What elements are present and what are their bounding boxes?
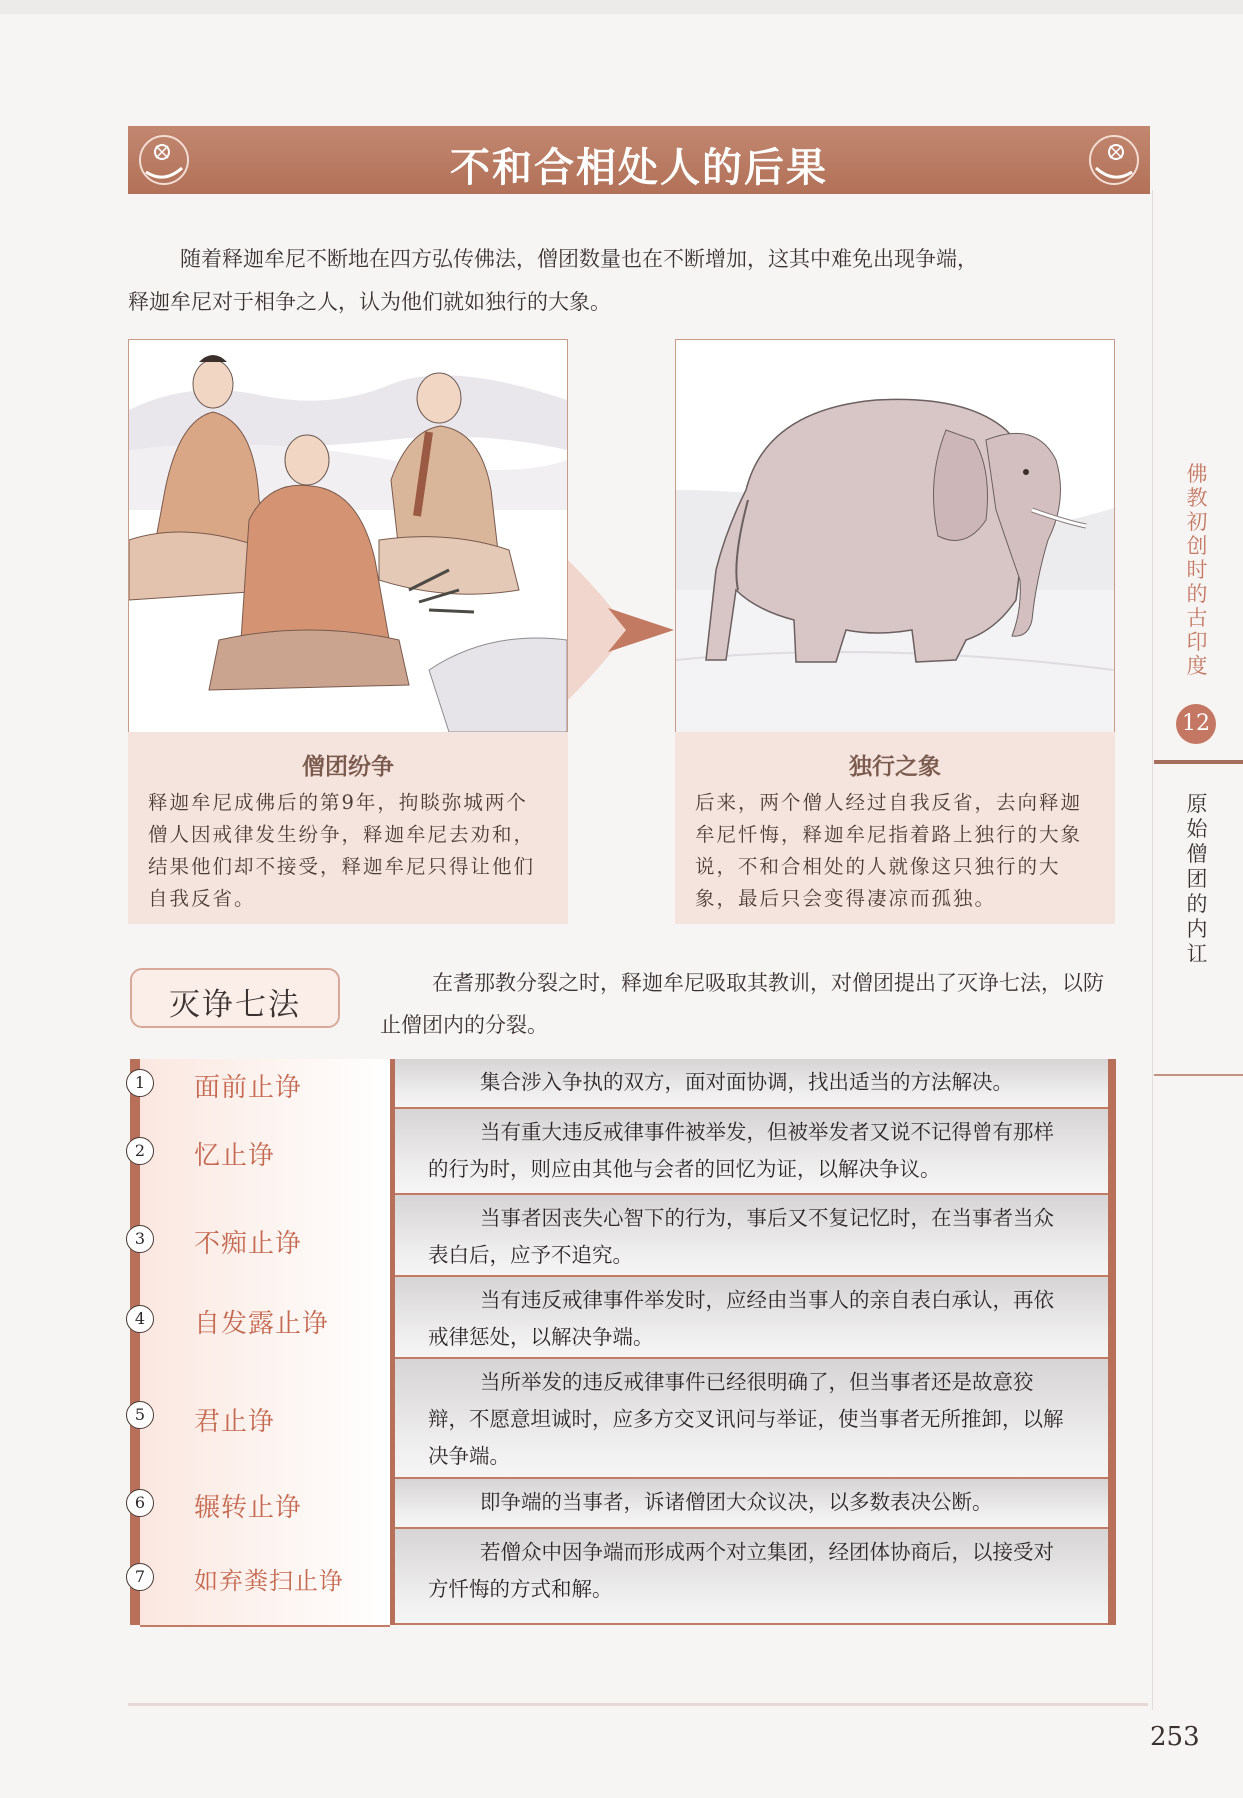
table-row — [134, 1479, 1108, 1529]
method-number: 7 — [126, 1563, 154, 1591]
margin-line — [1152, 190, 1153, 1710]
page-number: 253 — [1150, 1722, 1200, 1752]
table-row — [134, 1529, 1108, 1625]
method-name: 辗转止诤 — [194, 1493, 303, 1523]
title-bar — [128, 126, 1150, 194]
table-row — [134, 1109, 1108, 1195]
table-row — [134, 1359, 1108, 1479]
method-name: 自发露止诤 — [194, 1309, 330, 1339]
chapter-title: 佛教初创时的古印度 — [1186, 462, 1208, 678]
section-heading-box — [130, 968, 340, 1028]
chapter-number-badge: 12 — [1176, 704, 1216, 744]
method-number: 4 — [126, 1305, 154, 1333]
illustration-monks-dispute — [128, 339, 568, 733]
footer-divider — [128, 1703, 1148, 1706]
ornament-right-icon — [1086, 132, 1142, 188]
sidebar-divider-bottom — [1154, 1074, 1243, 1076]
method-number: 2 — [126, 1137, 154, 1165]
caption-monks-dispute — [128, 732, 568, 924]
method-description: 当所举发的违反戒律事件已经很明确了，但当事者还是故意狡辩，不愿意坦诚时，应多方交叉讯问与举证，使当事者无所推卸，以解决争端。 — [428, 1370, 1064, 1468]
caption-title: 独行之象 — [849, 754, 941, 780]
caption-title: 僧团纷争 — [302, 754, 394, 780]
caption-body: 释迦牟尼成佛后的第9年，拘睒弥城两个僧人因戒律发生纷争，释迦牟尼去劝和，结果他们却不接受，释迦牟尼只得让他们自我反省。 — [148, 791, 536, 910]
method-description: 集合涉入争执的双方，面对面协调，找出适当的方法解决。 — [480, 1070, 1013, 1094]
method-description: 当事者因丧失心智下的行为，事后又不复记忆时，在当事者当众表白后，应予不追究。 — [428, 1206, 1054, 1267]
section-intro-text: 在耆那教分裂之时，释迦牟尼吸取其教训，对僧团提出了灭诤七法，以防止僧团内的分裂。 — [380, 971, 1104, 1037]
page-edge — [0, 0, 1243, 14]
method-number: 1 — [126, 1069, 154, 1097]
monks-dispute-image — [129, 340, 567, 732]
intro-line-2: 释迦牟尼对于相争之人，认为他们就如独行的大象。 — [128, 290, 611, 314]
method-name: 忆止诤 — [194, 1141, 276, 1171]
method-number: 3 — [126, 1225, 154, 1253]
method-number: 6 — [126, 1489, 154, 1517]
illustration-elephant — [675, 339, 1115, 733]
table-right-border — [1108, 1059, 1116, 1625]
elephant-image — [676, 340, 1114, 732]
methods-table — [130, 1059, 1116, 1625]
intro-line-1: 随着释迦牟尼不断地在四方弘传佛法，僧团数量也在不断增加，这其中难免出现争端， — [180, 247, 978, 271]
table-row — [134, 1195, 1108, 1277]
method-description: 即争端的当事者，诉诸僧团大众议决，以多数表决公断。 — [480, 1490, 993, 1514]
method-name: 如弃粪扫止诤 — [194, 1567, 344, 1595]
section-heading: 灭诤七法 — [169, 987, 301, 1023]
method-name: 君止诤 — [194, 1407, 276, 1437]
caption-elephant — [675, 732, 1115, 924]
method-description: 当有重大违反戒律事件被举发，但被举发者又说不记得曾有那样的行为时，则应由其他与会者的回忆为证，以解决争议。 — [428, 1120, 1054, 1181]
method-description: 若僧众中因争端而形成两个对立集团，经团体协商后，以接受对方忏悔的方式和解。 — [428, 1540, 1054, 1601]
page-title: 不和合相处人的后果 — [450, 145, 828, 191]
sidebar-divider — [1154, 760, 1243, 764]
table-row — [134, 1277, 1108, 1359]
method-name: 面前止诤 — [194, 1073, 303, 1103]
section-intro — [380, 962, 1120, 1046]
method-description: 当有违反戒律事件举发时，应经由当事人的亲自表白承认，再依戒律惩处，以解决争端。 — [428, 1288, 1054, 1349]
arrow-right-icon — [568, 560, 678, 700]
section-title: 原始僧团的内讧 — [1186, 792, 1208, 966]
method-number: 5 — [126, 1401, 154, 1429]
table-row — [134, 1059, 1108, 1109]
intro-paragraph — [128, 238, 1118, 324]
method-name: 不痴止诤 — [194, 1229, 303, 1259]
caption-body: 后来，两个僧人经过自我反省，去向释迦牟尼忏悔，释迦牟尼指着路上独行的大象说，不和合相处的人就像这只独行的大象，最后只会变得凄凉而孤独。 — [695, 791, 1083, 910]
